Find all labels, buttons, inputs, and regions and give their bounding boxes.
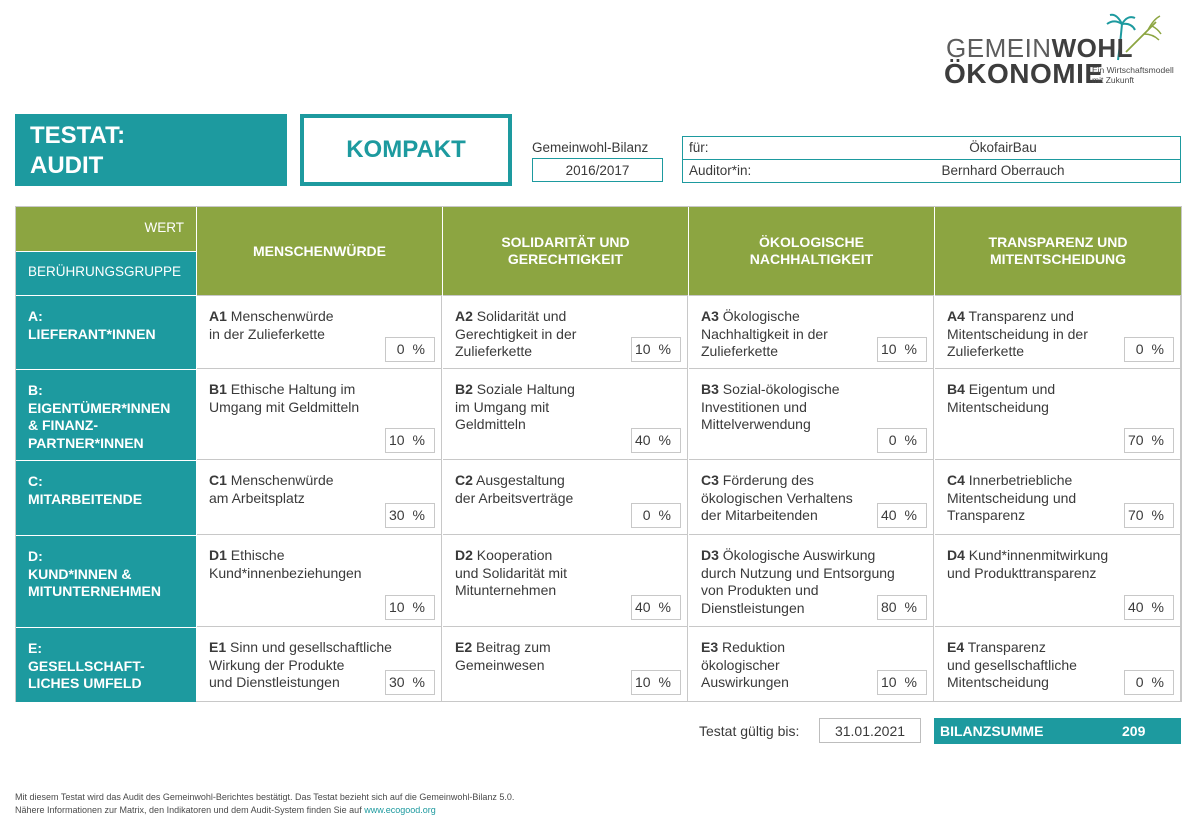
auditor-label: Auditor*in: [689,163,752,178]
percentage-box: 70 % [1124,428,1174,453]
field-code: E2 [455,639,473,655]
value-header-3 [689,207,934,295]
field-b4: B4 Eigentum und Mitentscheidung 70 % [935,369,1181,460]
field-code: A1 [209,308,227,324]
company-auditor-box [682,136,1181,183]
percentage-box: 0 % [1124,670,1174,695]
footer-line-2: Nähere Informationen zur Matrix, den Indikatoren und dem Audit-System finden Sie auf www.ecogood.org [15,804,436,815]
percentage-box: 40 % [877,503,927,528]
value-header-4 [935,207,1181,295]
percentage-box: 10 % [385,428,435,453]
percentage-box: 0 % [1124,337,1174,362]
field-c3: C3 Förderung des ökologischen Verhaltens der Mitarbeitenden 40 % [689,460,934,535]
percentage-box: 40 % [631,428,681,453]
gemeinwohl-logo [944,12,1184,92]
logo-line-1: GEMEINWOHL [946,33,1133,63]
field-code: B3 [701,381,719,397]
field-code: A3 [701,308,719,324]
value-header-text: ÖKOLOGISCHE NACHHALTIGKEIT [749,234,874,267]
percentage-box: 10 % [631,670,681,695]
field-e1: E1 Sinn und gesellschaftliche Wirkung der Produkte und Dienstleistungen 30 % [197,627,442,702]
field-b1: B1 Ethische Haltung im Umgang mit Geldmitteln 10 % [197,369,442,460]
percentage-box: 40 % [631,595,681,620]
field-code: A4 [947,308,965,324]
bilanzsumme-label: BILANZSUMME [940,723,1044,739]
auditor-row [683,160,1180,183]
value-header-1 [197,207,442,295]
wert-header: WERT [16,207,196,251]
field-code: B1 [209,381,227,397]
footer-line-1: Mit diesem Testat wird das Audit des Gemeinwohl-Berichtes bestätigt. Das Testat bezieht sich auf die Gemeinwohl-Bilanz 5.0. [15,792,515,802]
field-b2: B2 Soziale Haltung im Umgang mit Geldmitteln 40 % [443,369,688,460]
field-code: D2 [455,547,473,563]
percentage-box: 30 % [385,503,435,528]
percentage-box: 80 % [877,595,927,620]
field-code: B4 [947,381,965,397]
logo-tagline: Ein Wirtschaftsmodell mit Zukunft [1092,65,1174,85]
gemeinwohl-bilanz-label: Gemeinwohl-Bilanz [532,140,649,155]
value-header-text: MENSCHENWÜRDE [253,242,386,259]
value-header-text: SOLIDARITÄT UND GERECHTIGKEIT [501,234,630,267]
group-a: A: LIEFERANT*INNEN [16,296,196,369]
field-code: A2 [455,308,473,324]
field-code: C2 [455,472,473,488]
percentage-box: 10 % [385,595,435,620]
company-label: für: [689,140,709,155]
auditor-value: Bernhard Oberrauch [941,163,1065,178]
group-c: C: MITARBEITENDE [16,461,196,535]
field-code: C4 [947,472,965,488]
bilanzsumme-value: 209 [1122,723,1146,739]
testat-audit-title: TESTAT: AUDIT [15,114,287,186]
field-d2: D2 Kooperation und Solidarität mit Mitunternehmen 40 % [443,535,688,627]
field-code: D1 [209,547,227,563]
logo-line-2: ÖKONOMIE [944,58,1104,89]
field-a1: A1 Menschenwürde in der Zulieferkette 0 % [197,295,442,369]
value-header-2 [443,207,688,295]
field-code: E1 [209,639,227,655]
percentage-box: 0 % [631,503,681,528]
field-code: E3 [701,639,719,655]
group-b: B: EIGENTÜMER*INNEN & FINANZ- PARTNER*INNEN [16,370,196,460]
field-c1: C1 Menschenwürde am Arbeitsplatz 30 % [197,460,442,535]
field-code: E4 [947,639,965,655]
field-d1: D1 Ethische Kund*innenbeziehungen 10 % [197,535,442,627]
percentage-box: 10 % [877,670,927,695]
percentage-box: 10 % [877,337,927,362]
field-d4: D4 Kund*innenmitwirkung und Produkttransparenz 40 % [935,535,1181,627]
group-d: D: KUND*INNEN & MITUNTERNEHMEN [16,536,196,627]
value-header-text: TRANSPARENZ UND MITENTSCHEIDUNG [988,234,1128,267]
percentage-box: 40 % [1124,595,1174,620]
gemeinwohl-bilanz-year: 2016/2017 [532,158,663,182]
percentage-box: 0 % [877,428,927,453]
beruehrungsgruppe-header: BERÜHRUNGSGRUPPE [16,252,196,295]
field-code: D3 [701,547,719,563]
kompakt-badge: KOMPAKT [300,114,512,186]
percentage-box: 0 % [385,337,435,362]
company-row [683,137,1180,160]
field-b3: B3 Sozial-ökologische Investitionen und Mittelverwendung 0 % [689,369,934,460]
testat-valid-date: 31.01.2021 [819,718,921,743]
field-code: C3 [701,472,719,488]
percentage-box: 10 % [631,337,681,362]
field-code: C1 [209,472,227,488]
percentage-box: 30 % [385,670,435,695]
field-a2: A2 Solidarität und Gerechtigkeit in der Zulieferkette 10 % [443,295,688,369]
ecogood-link[interactable]: www.ecogood.org [364,804,436,815]
field-e2: E2 Beitrag zum Gemeinwesen 10 % [443,627,688,702]
field-e3: E3 Reduktion ökologischer Auswirkungen 10 % [689,627,934,702]
footer-note [15,791,514,816]
field-a3: A3 Ökologische Nachhaltigkeit in der Zulieferkette 10 % [689,295,934,369]
field-d3: D3 Ökologische Auswirkung durch Nutzung und Entsorgung von Produkten und Dienstleistungen 80 % [689,535,934,627]
bilanzsumme-bar [934,718,1181,744]
percentage-box: 70 % [1124,503,1174,528]
gemeinwohl-matrix [15,206,1182,702]
field-c4: C4 Innerbetriebliche Mitentscheidung und Transparenz 70 % [935,460,1181,535]
field-e4: E4 Transparenz und gesellschaftliche Mitentscheidung 0 % [935,627,1181,702]
field-c2: C2 Ausgestaltung der Arbeitsverträge 0 % [443,460,688,535]
company-value: ÖkofairBau [969,140,1037,155]
field-a4: A4 Transparenz und Mitentscheidung in der Zulieferkette 0 % [935,295,1181,369]
group-e: E: GESELLSCHAFT- LICHES UMFELD [16,628,196,702]
testat-valid-label: Testat gültig bis: [699,723,800,739]
field-code: D4 [947,547,965,563]
field-code: B2 [455,381,473,397]
